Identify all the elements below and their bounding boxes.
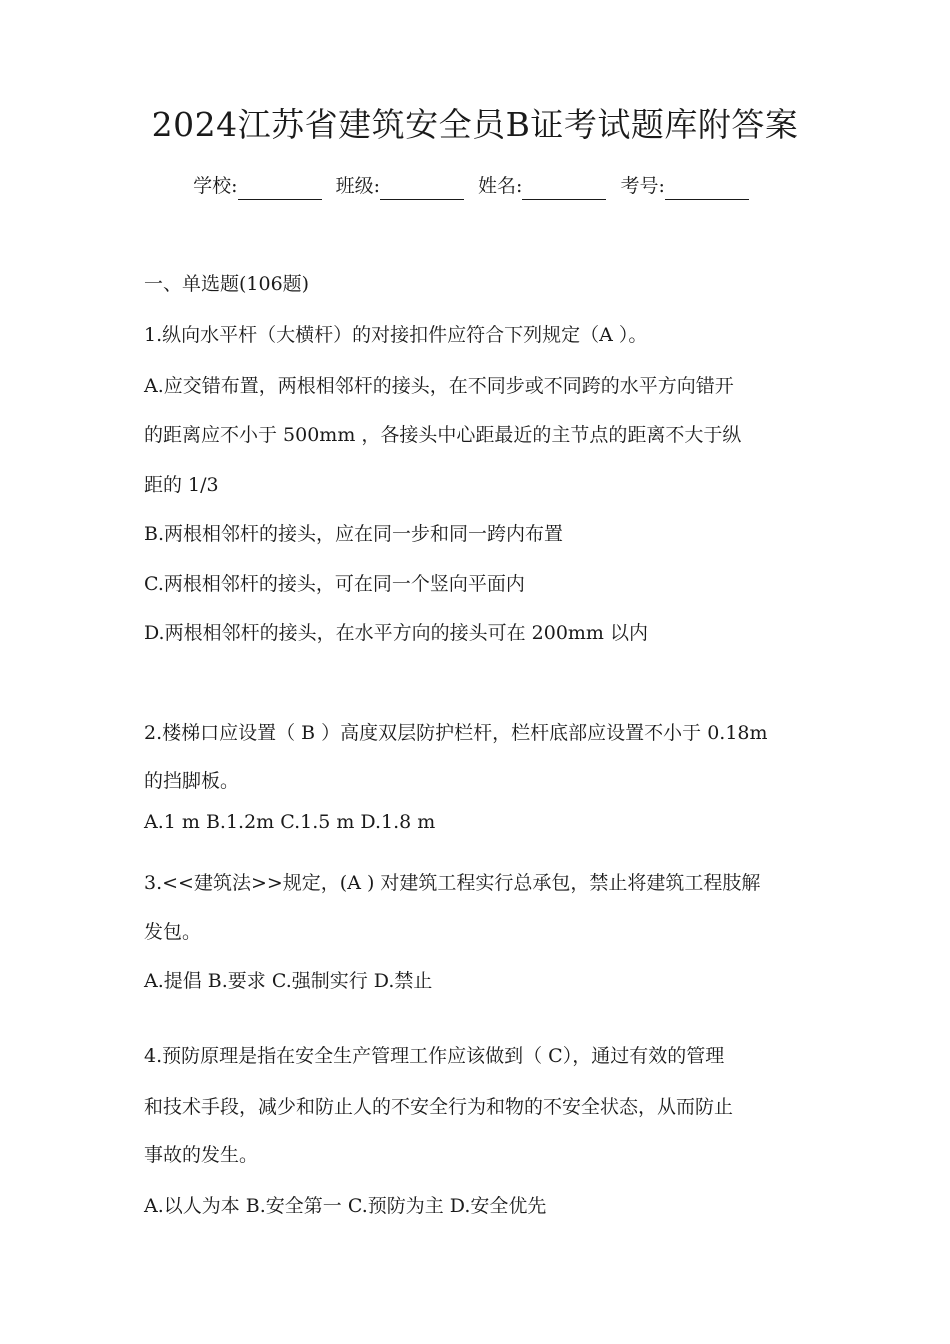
school-blank (238, 179, 322, 200)
student-info-fields (0, 172, 950, 200)
question-2-stem: 2.楼梯口应设置（ B ）高度双层防护栏杆，栏杆底部应设置不小于 0.18m (144, 722, 768, 744)
question-1-option-line: B.两根相邻杆的接头，应在同一步和同一跨内布置 (144, 523, 564, 545)
question-4-options: A.以人为本 B.安全第一 C.预防为主 D.安全优先 (144, 1195, 547, 1217)
school-label: 学校: (193, 175, 238, 197)
question-2-stem: 的挡脚板。 (144, 770, 240, 792)
section-heading: 一、单选题(106题) (144, 273, 310, 295)
name-label: 姓名: (478, 175, 523, 197)
document-title: 2024江苏省建筑安全员B证考试题库附答案 (151, 105, 799, 144)
question-1-option-line: 距的 1/3 (144, 474, 219, 496)
question-1-option-line: 的距离应不小于 500mm ，各接头中心距最近的主节点的距离不大于纵 (144, 424, 742, 446)
exam-number-label: 考号: (620, 175, 665, 197)
question-2-options: A.1 m B.1.2m C.1.5 m D.1.8 m (144, 811, 436, 833)
class-label: 班级: (335, 175, 380, 197)
question-1-stem: 1.纵向水平杆（大横杆）的对接扣件应符合下列规定（A ）。 (144, 324, 648, 346)
question-1-option-line: D.两根相邻杆的接头，在水平方向的接头可在 200mm 以内 (144, 622, 648, 644)
class-blank (380, 179, 464, 200)
name-blank (522, 179, 606, 200)
exam-number-blank (665, 179, 749, 200)
question-3-stem: 3.<<建筑法>>规定，(A ) 对建筑工程实行总承包，禁止将建筑工程肢解 (144, 872, 761, 894)
question-3-options: A.提倡 B.要求 C.强制实行 D.禁止 (144, 970, 433, 992)
question-4-stem: 和技术手段，减少和防止人的不安全行为和物的不安全状态，从而防止 (144, 1096, 734, 1118)
question-1-option-line: A.应交错布置，两根相邻杆的接头，在不同步或不同跨的水平方向错开 (144, 375, 734, 397)
question-3-stem: 发包。 (144, 921, 202, 943)
question-4-stem: 事故的发生。 (144, 1144, 259, 1166)
question-4-stem: 4.预防原理是指在安全生产管理工作应该做到（ C），通过有效的管理 (144, 1045, 725, 1067)
question-1-option-line: C.两根相邻杆的接头，可在同一个竖向平面内 (144, 573, 525, 595)
